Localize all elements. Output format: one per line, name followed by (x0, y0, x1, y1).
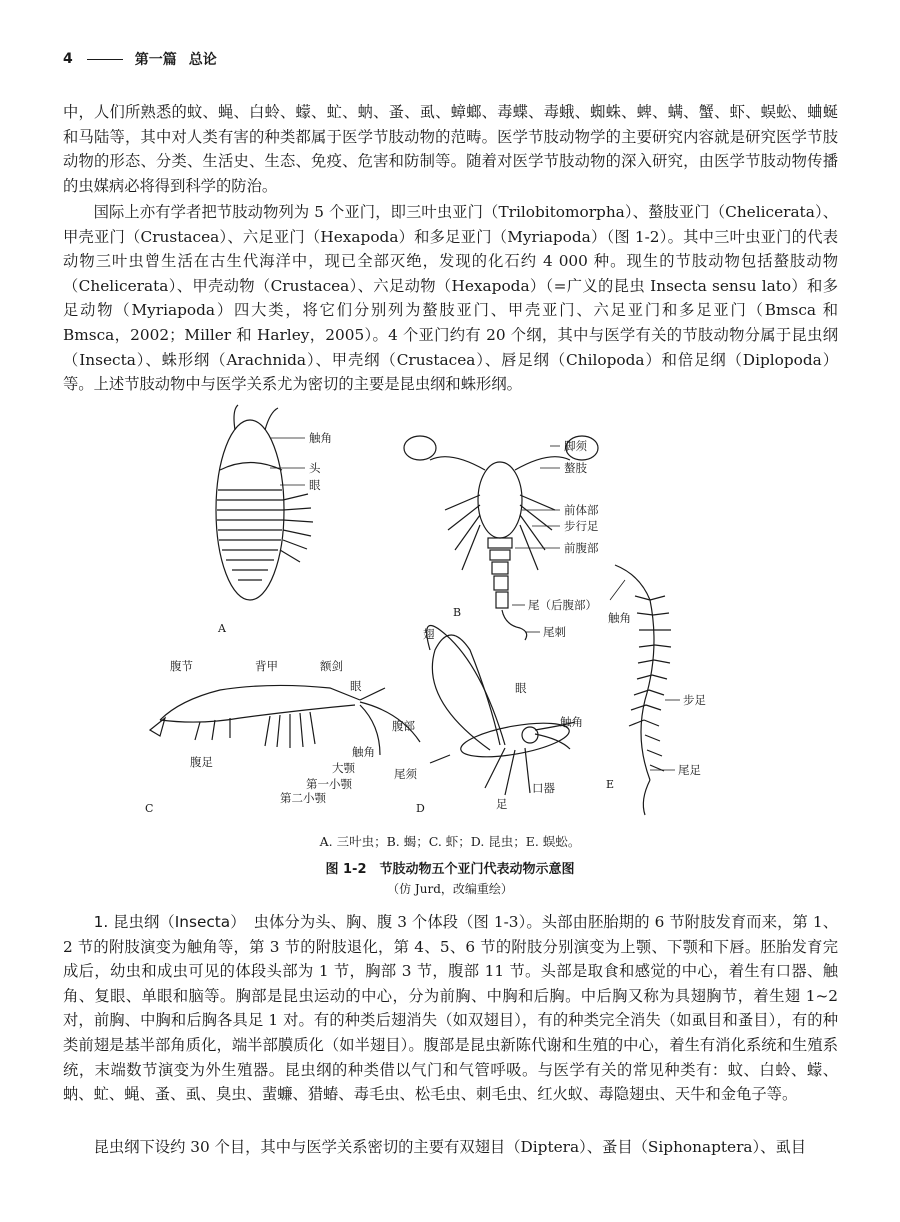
paragraph-text: 国际上亦有学者把节肢动物列为 5 个亚门，即三叶虫亚门（Trilobitomorpha）、螯肢亚门（Chelicerata）、甲壳亚门（Crustacea）、六足亚门（Hexapoda）和多足亚门（Myriapoda）（图 1-2）。其中三叶虫亚门的代表动物三叶虫曾生活在古生代海洋中，现已全部灭绝，发现的化石约 4 000 种。现生的节肢动物包括螯肢动物（Chelicerata）、甲壳动物（Crustacea）、六足动物（Hexapoda）（=广义的昆虫 Insecta sensu lato）和多足动物（Myriapoda）四大类，将它们分别列为螯肢亚门、甲壳亚门、六足亚门和多足亚门（Bmsca 和 Bmsca，2002；Miller 和 Harley，2005）。4 个亚门约有 20 个纲，其中与医学有关的节肢动物分属于昆虫纲（Insecta）、蛛形纲（Arachnida）、甲壳纲（Crustacea）、唇足纲（Chilopoda）和倍足纲（Diplopoda）等。上述节肢动物中与医学关系尤为密切的主要是昆虫纲和蛛形纲。 (63, 203, 838, 394)
page-header (63, 48, 217, 70)
header-rule (87, 59, 123, 60)
figure-subcaption: A. 三叶虫；B. 蝎；C. 虾；D. 昆虫；E. 蜈蚣。 (319, 834, 581, 849)
label-c-antenna: 触角 (352, 745, 375, 759)
label-d-legs: 足 (496, 797, 508, 811)
paragraph-2 (63, 200, 838, 397)
section-text: 虫体分为头、胸、腹 3 个体段（图 1-3）。头部由胚胎期的 6 节附肢发育而来，第 1、2 节的附肢演变为触角等，第 3 节的附肢退化，第 4、5、6 节的附肢分别演变为上颚、下颚和下唇。胚胎发育完成后，幼虫和成虫可见的体段头部为 1 节，胸部 3 节，腹部 11 节。头部是取食和感觉的中心，着生有口器、触角、复眼、单眼和脑等。胸部是昆虫运动的中心，分为前胸、中胸和后胸。中后胸又称为具翅胸节，着生翅 1~2 对，前胸、中胸和后胸各具足 1 对。有的种类后翅消失（如双翅目），有的种类完全消失（如虱目和蚤目），有的种类前翅是基半部角质化，端半部膜质化（如半翅目）。腹部是昆虫新陈代谢和生殖的中心，着生有消化系统和生殖系统，末端数节演变为外生殖器。昆虫纲的种类借以气门和气管呼吸。与医学有关的常见种类有：蚊、白蛉、蠓、蚋、虻、蝇、蚤、虱、臭虫、蜚蠊、猎蝽、毒毛虫、松毛虫、刺毛虫、红火蚁、毒隐翅虫、天牛和金龟子等。 (63, 913, 838, 1104)
label-c-segment: 腹节 (170, 659, 193, 673)
label-e-tail-leg: 尾足 (678, 763, 701, 777)
label-b-preabdomen: 前腹部 (564, 541, 599, 555)
paragraph-1 (63, 100, 838, 198)
figure-illustration (120, 400, 780, 830)
label-c-rostrum: 额剑 (320, 659, 343, 673)
chapter-label: 第一篇 (134, 52, 177, 68)
label-b-prosoma: 前体部 (564, 503, 599, 517)
trilobite-drawing (216, 405, 313, 600)
label-e-antenna: 触角 (608, 611, 631, 625)
label-b-chelicera: 螯肢 (564, 461, 587, 475)
page-number: 4 (63, 51, 73, 67)
label-d-abdomen: 腹部 (392, 719, 415, 733)
section-heading: 1. 昆虫纲（Insecta） (93, 913, 246, 931)
label-c-eye: 眼 (350, 679, 362, 693)
paragraph-text: 昆虫纲下设约 30 个目，其中与医学关系密切的主要有双翅目（Diptera）、蚤目（Siphonaptera）、虱目 (93, 1138, 807, 1156)
insect-drawing (427, 626, 575, 796)
label-d-eye: 眼 (515, 681, 527, 695)
label-a-antenna: 触角 (309, 431, 332, 445)
panel-label-e: E (606, 778, 615, 791)
label-c-swimmeret: 腹足 (190, 755, 213, 769)
label-c-carapace: 背甲 (255, 659, 278, 673)
chapter-title: 总论 (188, 52, 217, 68)
label-b-tail: 尾（后腹部） (528, 598, 597, 612)
panel-label-d: D (416, 802, 425, 815)
figure-source: （仿 Jurd，改编重绘） (387, 882, 513, 896)
section-insecta (63, 910, 838, 1107)
label-b-pedipalp: 脚须 (564, 439, 587, 453)
label-d-antenna: 触角 (560, 715, 583, 729)
panel-label-c: C (145, 802, 154, 815)
section-paragraph (63, 910, 838, 1107)
paragraph-last (63, 1135, 838, 1160)
shrimp-drawing (150, 685, 420, 755)
label-b-walking-leg: 步行足 (564, 519, 599, 533)
figure-title: 图 1-2 节肢动物五个亚门代表动物示意图 (325, 862, 575, 877)
paragraph-text: 中，人们所熟悉的蚊、蝇、白蛉、蠓、虻、蚋、蚤、虱、蟑螂、毒蝶、毒蛾、蜘蛛、蜱、螨、蟹、虾、蜈蚣、蛐蜒和马陆等，其中对人类有害的种类都属于医学节肢动物的范畴。医学节肢动物学的主要研究内容就是研究医学节肢动物的形态、分类、生活史、生态、免疫、危害和防制等。随着对医学节肢动物的深入研究，由医学节肢动物传播的虫媒病必将得到科学的防治。 (63, 103, 838, 195)
label-a-eye: 眼 (309, 478, 321, 492)
label-d-wing: 翅 (423, 627, 435, 641)
label-c-maxilla1: 第一小颚 (306, 777, 352, 791)
panel-label-a: A (218, 622, 226, 635)
figure-1-2 (120, 400, 780, 830)
label-c-maxilla2: 第二小颚 (280, 791, 326, 805)
label-c-mandible: 大颚 (332, 761, 355, 775)
panel-label-b: B (453, 606, 462, 619)
label-a-head: 头 (309, 461, 321, 475)
label-d-cercus: 尾须 (394, 767, 417, 781)
label-e-leg: 步足 (683, 693, 706, 707)
label-b-sting: 尾刺 (543, 625, 566, 639)
label-d-mouthparts: 口器 (532, 781, 555, 795)
centipede-drawing (615, 565, 671, 815)
